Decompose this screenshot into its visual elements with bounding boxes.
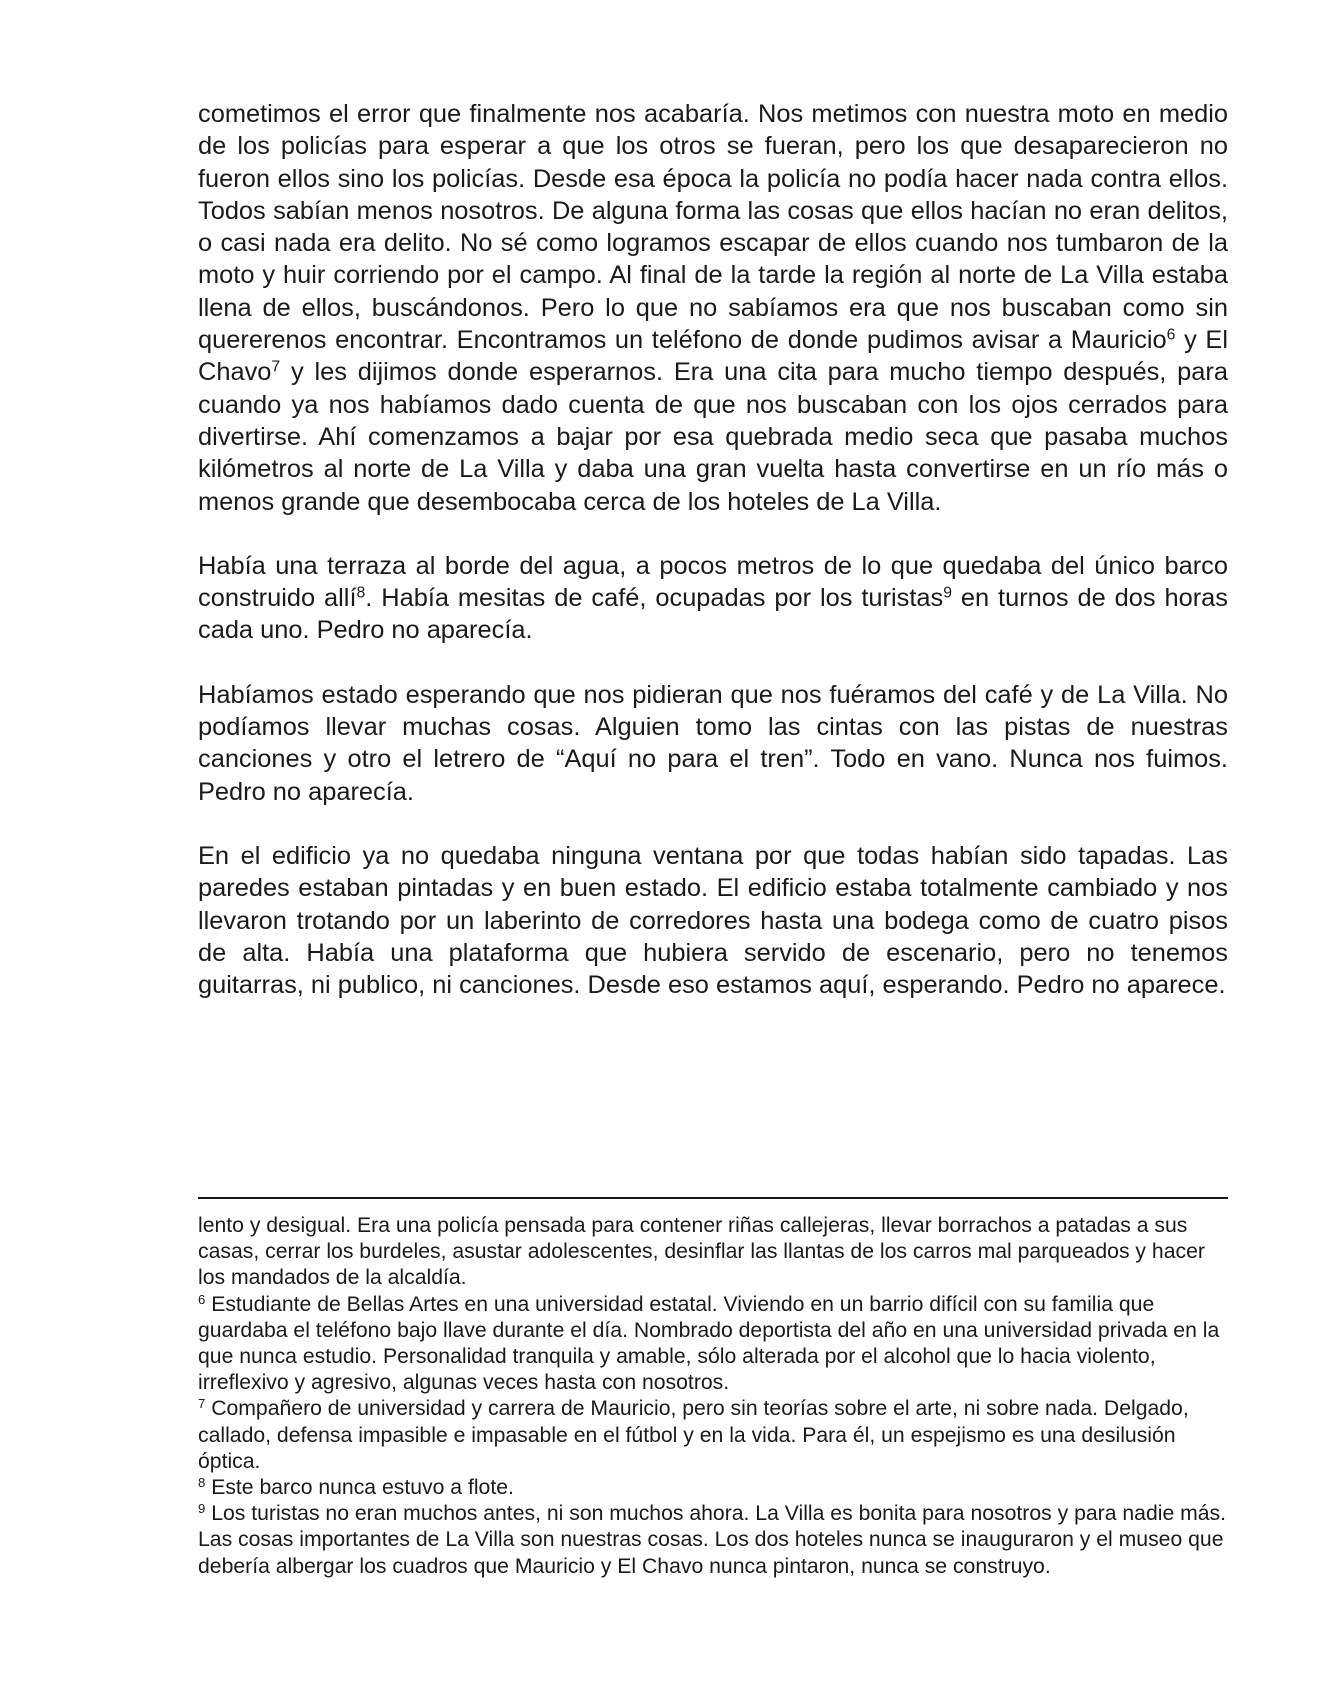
paragraph-text: Habíamos estado esperando que nos pidieran que nos fuéramos del café y de La Villa. No podíamos llevar muchas cosas. Alguien tomo las cintas con las pistas de nuestras canciones y otro el letrero de “Aquí no para el tren”. Todo en vano. Nunca nos fuimos. Pedro no aparecía.	[198, 680, 1228, 806]
footnote-number: 7	[198, 1396, 206, 1412]
footnote-ref-8[interactable]: 8	[356, 584, 366, 602]
footnote-text: Compañero de universidad y carrera de Mauricio, pero sin teorías sobre el arte, ni sobre nada. Delgado, callado, defensa impasible e impasable en el fútbol y en la vida. Para él, un espejismo es una desilusión óptica.	[198, 1397, 1189, 1473]
paragraph-2	[198, 550, 1228, 647]
footnote-9	[198, 1501, 1228, 1580]
paragraph-text: En el edificio ya no quedaba ninguna ventana por que todas habían sido tapadas. Las paredes estaban pintadas y en buen estado. El edificio estaba totalmente cambiado y nos llevaron trotando por un laberinto de corredores hasta una bodega como de cuatro pisos de alta. Había una plataforma que hubiera servido de escenario, pero no tenemos guitarras, ni publico, ni canciones. Desde eso estamos aquí, esperando. Pedro no aparece.	[198, 841, 1228, 1000]
footnote-ref-7[interactable]: 7	[271, 358, 281, 376]
footnote-ref-9[interactable]: 9	[943, 584, 952, 602]
paragraph-1	[198, 98, 1228, 518]
footnote-separator	[198, 1197, 1228, 1199]
footnote-text: lento y desigual. Era una policía pensada para contener riñas callejeras, llevar borrachos a patadas a sus casas, cerrar los burdeles, asustar adolescentes, desinflar las llantas de los carros mal parqueados y hacer los mandados de la alcaldía.	[198, 1214, 1205, 1290]
footnote-number: 8	[198, 1474, 206, 1490]
footnote-7	[198, 1396, 1228, 1475]
footnote-ref-6[interactable]: 6	[1166, 326, 1176, 344]
footnote-text: Estudiante de Bellas Artes en una universidad estatal. Viviendo en un barrio difícil con su familia que guardaba el teléfono bajo llave durante el día. Nombrado deportista del año en una universidad privada en la que nunca estudio. Personalidad tranquila y amable, sólo alterada por el alcohol que lo hacia violento, irreflexivo y agresivo, algunas veces hasta con nosotros.	[198, 1292, 1220, 1395]
paragraph-text: . Había mesitas de café, ocupadas por los turistas	[365, 584, 944, 613]
footnote-number: 6	[198, 1291, 206, 1307]
paragraph-3	[198, 679, 1228, 808]
paragraph-text: y El Chavo	[198, 326, 1228, 387]
paragraph-text: y les dijimos donde esperarnos. Era una cita para mucho tiempo después, para cuando ya nos habíamos dado cuenta de que nos buscaban con los ojos cerrados para divertirse. Ahí comenzamos a bajar por esa quebrada medio seca que pasaba muchos kilómetros al norte de La Villa y daba una gran vuelta hasta convertirse en un río más o menos grande que desembocaba cerca de los hoteles de La Villa.	[198, 358, 1228, 516]
footnote-8	[198, 1475, 1228, 1501]
paragraph-text: Había una terraza al borde del agua, a pocos metros de lo que quedaba del único barco construido allí	[198, 551, 1228, 613]
paragraph-4	[198, 840, 1228, 1001]
footnote-number: 9	[198, 1501, 206, 1517]
paragraph-text: en turnos de dos horas cada uno. Pedro no aparecía.	[198, 584, 1228, 645]
footnote-text: Este barco nunca estuvo a flote.	[205, 1476, 514, 1500]
footnote-text: Los turistas no eran muchos antes, ni son muchos ahora. La Villa es bonita para nosotros y para nadie más. Las cosas importantes de La Villa son nuestras cosas. Los dos hoteles nunca se inauguraron y el museo que debería albergar los cuadros que Mauricio y El Chavo nunca pintaron, nunca se construyo.	[198, 1502, 1227, 1578]
footnotes-section	[198, 1197, 1228, 1580]
paragraph-text: cometimos el error que finalmente nos acabaría. Nos metimos con nuestra moto en medio de los policías para esperar a que los otros se fueran, pero los que desaparecieron no fueron ellos sino los policías. Desde esa época la policía no podía hacer nada contra ellos. Todos sabían menos nosotros. De alguna forma las cosas que ellos hacían no eran delitos, o casi nada era delito. No sé como logramos escapar de ellos cuando nos tumbaron de la moto y huir corriendo por el campo. Al final de la tarde la región al norte de La Villa estaba llena de ellos, buscándonos. Pero lo que no sabíamos era que nos buscaban como sin quererenos encontrar. Encontramos un teléfono de donde pudimos avisar a Mauricio	[198, 100, 1228, 355]
main-text	[198, 98, 1228, 1001]
footnote-6	[198, 1292, 1228, 1397]
footnote-continuation	[198, 1213, 1228, 1292]
